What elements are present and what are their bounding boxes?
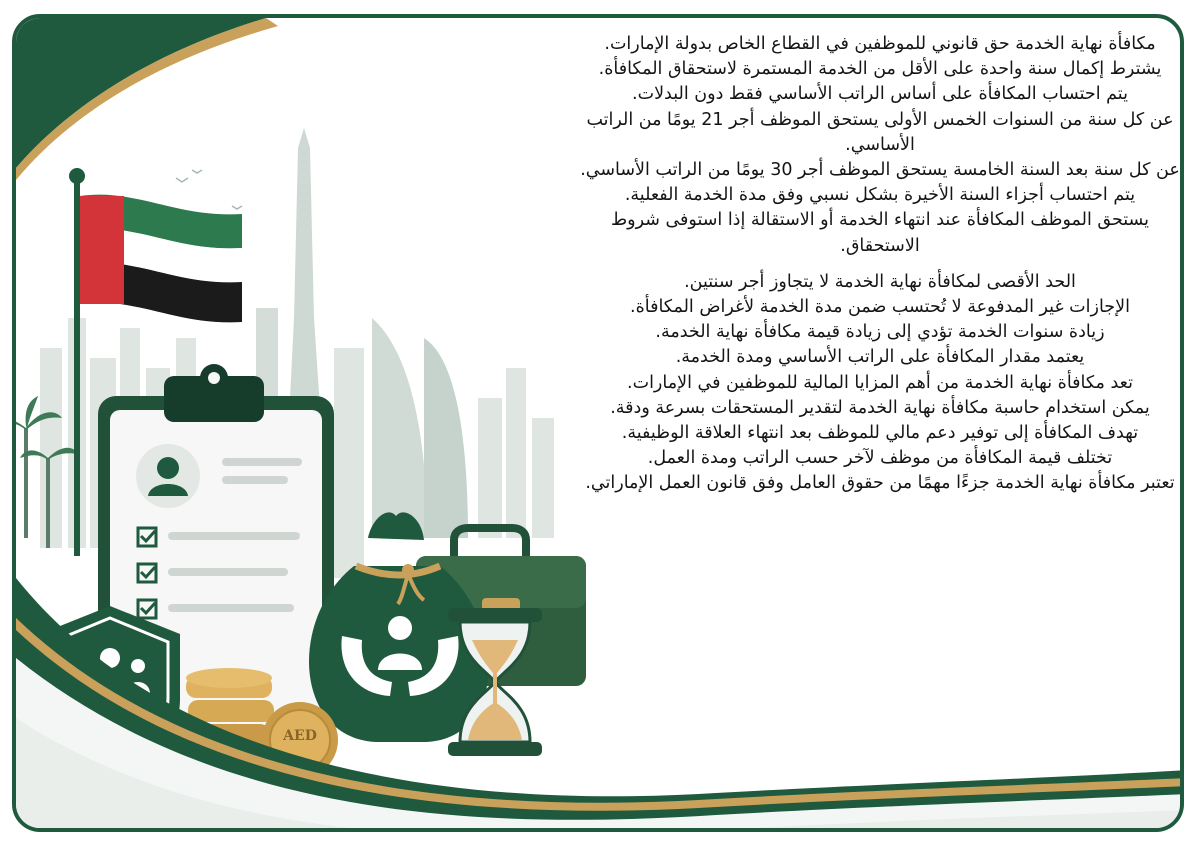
- paragraph: تهدف المكافأة إلى توفير دعم مالي للموظف بعد انتهاء العلاقة الوظيفية.: [621, 423, 1139, 444]
- paragraph: يشترط إكمال سنة واحدة على الأقل من الخدمة المستمرة لاستحقاق المكافأة.: [598, 59, 1162, 80]
- paragraph: يمكن استخدام حاسبة مكافأة نهاية الخدمة لتقدير المستحقات بسرعة ودقة.: [610, 397, 1150, 418]
- paragraph: الحد الأقصى لمكافأة نهاية الخدمة لا يتجاوز أجر سنتين.: [684, 271, 1076, 292]
- end-of-service-text: [576, 32, 1184, 497]
- paragraph: يتم احتساب المكافأة على أساس الراتب الأساسي فقط دون البدلات.: [632, 84, 1128, 105]
- paragraph: تعد مكافأة نهاية الخدمة من أهم المزايا المالية للموظفين في الإمارات.: [627, 372, 1133, 393]
- paragraph: تختلف قيمة المكافأة من موظف لآخر حسب الراتب ومدة العمل.: [647, 448, 1113, 469]
- aed-coin-label: AED: [283, 728, 317, 744]
- paragraph: زيادة سنوات الخدمة تؤدي إلى زيادة قيمة مكافأة نهاية الخدمة.: [655, 322, 1105, 343]
- infographic-card: [12, 14, 1184, 832]
- paragraph: يعتمد مقدار المكافأة على الراتب الأساسي ومدة الخدمة.: [675, 347, 1085, 368]
- paragraph: مكافأة نهاية الخدمة حق قانوني للموظفين في القطاع الخاص بدولة الإمارات.: [604, 34, 1156, 54]
- paragraph: تعتبر مكافأة نهاية الخدمة جزءًا مهمًا من حقوق العامل وفق قانون العمل الإماراتي.: [585, 473, 1175, 494]
- paragraph: عن كل سنة بعد السنة الخامسة يستحق الموظف أجر 30 يومًا من الراتب الأساسي.: [580, 160, 1180, 181]
- paragraph: عن كل سنة من السنوات الخمس الأولى يستحق الموظف أجر 21 يومًا من الراتب الأساسي.: [586, 109, 1174, 155]
- paragraph: يتم احتساب أجزاء السنة الأخيرة بشكل نسبي وفق مدة الخدمة الفعلية.: [624, 185, 1136, 206]
- paragraph: يستحق الموظف المكافأة عند انتهاء الخدمة أو الاستقالة إذا استوفى شروط الاستحقاق.: [610, 210, 1150, 256]
- paragraph: الإجازات غير المدفوعة لا تُحتسب ضمن مدة الخدمة لأغراض المكافأة.: [630, 297, 1130, 318]
